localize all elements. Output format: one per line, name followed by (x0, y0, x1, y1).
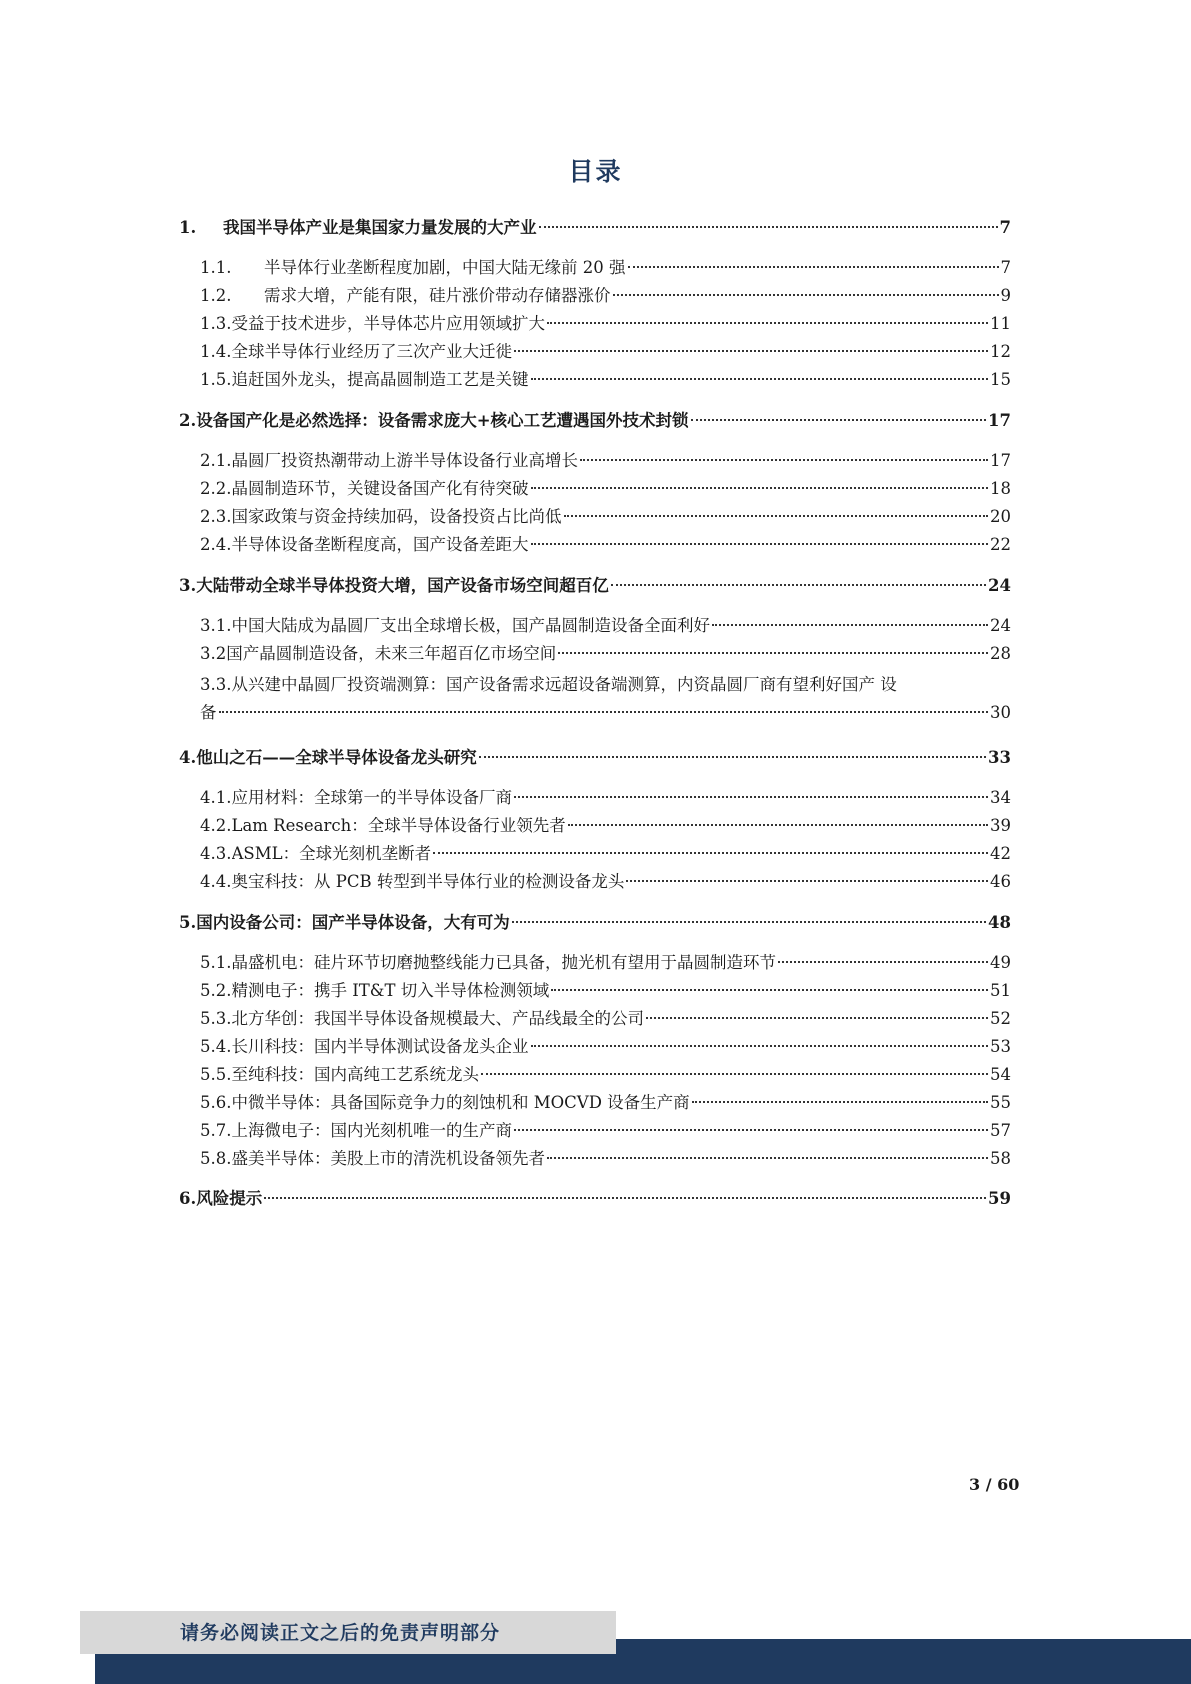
toc-entry-page: 54 (990, 1065, 1011, 1084)
toc-entry-title: 从兴建中晶圆厂投资端测算：国产设备需求远超设备端测算，内资晶圆厂商有望利好国产 设 (231, 675, 897, 694)
toc-entry-title: 晶盛机电：硅片环节切磨抛整线能力已具备，抛光机有望用于晶圆制造环节 (231, 953, 776, 972)
toc-leader-dots (691, 419, 986, 421)
toc-entry-title: 晶圆制造环节，关键设备国产化有待突破 (231, 479, 529, 498)
toc-entry-number: 5.3. (200, 1009, 232, 1028)
toc-leader-dots (692, 1101, 988, 1103)
toc-entry-page: 17 (988, 411, 1011, 430)
toc-entry-page: 53 (990, 1037, 1011, 1056)
toc-leader-dots (514, 796, 988, 798)
toc-leader-dots (628, 266, 999, 268)
toc-entry-page: 28 (990, 644, 1011, 663)
toc-entry-number: 2. (179, 411, 197, 430)
toc-leader-dots (712, 624, 988, 626)
toc-leader-dots (514, 1129, 988, 1131)
toc-leader-dots (613, 294, 999, 296)
toc-title: 目录 (568, 157, 623, 186)
toc-entry-title: 上海微电子：国内光刻机唯一的生产商 (231, 1121, 512, 1140)
toc-entry-number: 5.8. (200, 1149, 232, 1168)
toc-entry-page: 48 (988, 913, 1011, 932)
toc-entry[interactable] (179, 534, 1011, 556)
toc-entry-page: 52 (990, 1009, 1011, 1028)
toc-entry-title: 设备国产化是必然选择：设备需求庞大+核心工艺遭遇国外技术封锁 (196, 411, 689, 430)
toc-leader-dots (514, 350, 988, 352)
toc-entry-number: 5.5. (200, 1065, 232, 1084)
toc-entry-page: 18 (990, 479, 1011, 498)
toc-entry[interactable] (179, 257, 1011, 279)
toc-entry[interactable] (179, 643, 1011, 665)
toc-entry-title: 北方华创：我国半导体设备规模最大、产品线最全的公司 (231, 1009, 644, 1028)
toc-entry[interactable] (179, 1092, 1011, 1114)
toc-entry-number: 5.2. (200, 981, 232, 1000)
toc-entry[interactable] (179, 1120, 1011, 1142)
toc-leader-dots (433, 852, 988, 854)
toc-entry-number: 1.3. (200, 314, 232, 333)
toc-entry[interactable] (179, 450, 1011, 472)
toc-entry[interactable] (179, 410, 1011, 432)
toc-entry-title: 精测电子：携手 IT&T 切入半导体检测领域 (231, 981, 550, 1000)
toc-entry[interactable] (179, 787, 1011, 809)
toc-leader-dots (531, 487, 989, 489)
toc-entry[interactable] (179, 815, 1011, 837)
toc-entry-number: 1.4. (200, 342, 232, 361)
toc-entry-page: 49 (990, 953, 1011, 972)
toc-entry-number: 3.3. (200, 675, 232, 694)
toc-entry-title: 需求大增，产能有限，硅片涨价带动存储器涨价 (264, 286, 611, 305)
toc-entry-page: 17 (990, 451, 1011, 470)
toc-leader-dots (547, 1157, 988, 1159)
toc-entry-page: 42 (990, 844, 1011, 863)
toc-leader-dots (531, 378, 989, 380)
toc-leader-dots (551, 989, 988, 991)
toc-leader-dots (646, 1017, 988, 1019)
toc-entry-page: 22 (990, 535, 1011, 554)
toc-entry-number: 2.1. (200, 451, 232, 470)
toc-entry-number: 3.1. (200, 616, 232, 635)
toc-leader-dots (539, 226, 998, 228)
toc-leader-dots (580, 459, 988, 461)
toc-entry-title: Lam Research：全球半导体设备行业领先者 (231, 816, 566, 835)
toc-entry-number: 4.4. (200, 872, 232, 891)
toc-entry[interactable] (179, 615, 1011, 637)
toc-entry[interactable] (179, 912, 1011, 934)
toc-entry-number: 3. (179, 576, 197, 595)
toc-entry-number: 2.2. (200, 479, 232, 498)
toc-entry-title: 中微半导体：具备国际竞争力的刻蚀机和 MOCVD 设备生产商 (231, 1093, 690, 1112)
toc-leader-dots (481, 1073, 988, 1075)
toc-entry[interactable] (179, 1036, 1011, 1058)
toc-entry-number: 1. (179, 218, 197, 237)
toc-entry-page: 34 (990, 788, 1011, 807)
toc-leader-dots (531, 1045, 989, 1047)
toc-entry-page: 11 (990, 314, 1011, 333)
toc-entry-number: 5. (179, 913, 197, 932)
toc-entry-page: 58 (990, 1149, 1011, 1168)
toc-leader-dots (219, 711, 989, 713)
toc-leader-dots (512, 921, 986, 923)
toc-entry-title: 我国半导体产业是集国家力量发展的大产业 (223, 218, 537, 237)
toc-leader-dots (564, 515, 989, 517)
toc-entry-number: 4.2. (200, 816, 232, 835)
toc-entry-title: 半导体设备垄断程度高，国产设备差距大 (231, 535, 529, 554)
toc-entry-page: 9 (1000, 286, 1011, 305)
toc-entry-page: 20 (990, 507, 1011, 526)
toc-leader-dots (558, 652, 988, 654)
toc-entry-page: 30 (990, 703, 1011, 722)
toc-entry-title: 追赶国外龙头，提高晶圆制造工艺是关键 (231, 370, 529, 389)
toc-entry-number: 4. (179, 748, 197, 767)
toc-entry[interactable] (179, 671, 1011, 727)
toc-leader-dots (568, 824, 988, 826)
toc-entry-title: 大陆带动全球半导体投资大增，国产设备市场空间超百亿 (196, 576, 609, 595)
toc-entry-number: 4.1. (200, 788, 232, 807)
toc-entry-title: 全球半导体行业经历了三次产业大迁徙 (231, 342, 512, 361)
toc-entry-page: 39 (990, 816, 1011, 835)
toc-entry-page: 55 (990, 1093, 1011, 1112)
toc-entry-page: 12 (990, 342, 1011, 361)
toc-entry-page: 24 (990, 616, 1011, 635)
toc-entry-page: 51 (990, 981, 1011, 1000)
toc-entry-title-continued: 备 (200, 703, 217, 722)
toc-entry-page: 7 (1000, 258, 1011, 277)
toc-entry-page: 24 (988, 576, 1011, 595)
toc-entry-number: 2.3. (200, 507, 232, 526)
toc-entry-title: 奥宝科技：从 PCB 转型到半导体行业的检测设备龙头 (231, 872, 625, 891)
toc-entry[interactable] (179, 952, 1011, 974)
toc-entry[interactable] (179, 980, 1011, 1002)
toc-entry-title: 应用材料：全球第一的半导体设备厂商 (231, 788, 512, 807)
toc-entry-title: 国内设备公司：国产半导体设备，大有可为 (196, 913, 510, 932)
toc-entry-title: 风险提示 (196, 1189, 263, 1208)
toc-entry-title: 国家政策与资金持续加码，设备投资占比尚低 (231, 507, 562, 526)
toc-entry[interactable] (179, 285, 1011, 307)
toc-entry-number: 1.2. (200, 286, 232, 305)
toc-entry[interactable] (179, 1148, 1011, 1170)
toc-entry[interactable] (179, 506, 1011, 528)
toc-entry[interactable] (179, 747, 1011, 769)
footer-disclaimer: 请务必阅读正文之后的免责声明部分 (180, 1622, 501, 1644)
toc-entry-number: 1.1. (200, 258, 232, 277)
toc-entry-number: 3.2 (200, 644, 227, 663)
toc-entry[interactable] (179, 313, 1011, 335)
toc-entry[interactable] (179, 217, 1011, 239)
toc-entry[interactable] (179, 478, 1011, 500)
toc-leader-dots (626, 880, 988, 882)
toc-entry-title: 他山之石——全球半导体设备龙头研究 (196, 748, 477, 767)
toc-entry-title: ASML：全球光刻机垄断者 (231, 844, 432, 863)
toc-entry-title: 晶圆厂投资热潮带动上游半导体设备行业高增长 (231, 451, 578, 470)
toc-entry-title: 受益于技术进步，半导体芯片应用领域扩大 (231, 314, 545, 333)
toc-entry[interactable] (179, 369, 1011, 391)
toc-entry[interactable] (179, 1064, 1011, 1086)
page-number: 3 / 60 (969, 1475, 1020, 1494)
toc-entry-number: 6. (179, 1189, 197, 1208)
toc-entry-title: 国产晶圆制造设备，未来三年超百亿市场空间 (226, 644, 557, 663)
toc-entry-number: 1.5. (200, 370, 232, 389)
toc-entry[interactable] (179, 575, 1011, 597)
toc-leader-dots (531, 543, 989, 545)
toc-entry[interactable] (179, 341, 1011, 363)
toc-entry-page: 7 (999, 218, 1011, 237)
toc-entry[interactable] (179, 871, 1011, 893)
toc-entry-page: 59 (988, 1189, 1011, 1208)
toc-leader-dots (264, 1197, 986, 1199)
toc-leader-dots (547, 322, 988, 324)
toc-entry-page: 15 (990, 370, 1011, 389)
toc-entry-title: 中国大陆成为晶圆厂支出全球增长极，国产晶圆制造设备全面利好 (231, 616, 710, 635)
toc-leader-dots (611, 584, 986, 586)
toc-entry-number: 5.1. (200, 953, 232, 972)
toc-entry-title: 盛美半导体：美股上市的清洗机设备领先者 (231, 1149, 545, 1168)
toc-entry-number: 2.4. (200, 535, 232, 554)
toc-entry-page: 46 (990, 872, 1011, 891)
toc-entry-title: 长川科技：国内半导体测试设备龙头企业 (231, 1037, 529, 1056)
toc-entry-page: 57 (990, 1121, 1011, 1140)
toc-entry-page: 33 (988, 748, 1011, 767)
toc-entry-number: 5.4. (200, 1037, 232, 1056)
toc-entry-title: 至纯科技：国内高纯工艺系统龙头 (231, 1065, 479, 1084)
toc-entry-number: 4.3. (200, 844, 232, 863)
toc-entry-title: 半导体行业垄断程度加剧，中国大陆无缘前 20 强 (264, 258, 626, 277)
toc-entry-number: 5.7. (200, 1121, 232, 1140)
toc-entry[interactable] (179, 1008, 1011, 1030)
toc-entry[interactable] (179, 1188, 1011, 1210)
toc-entry-number: 5.6. (200, 1093, 232, 1112)
toc-leader-dots (778, 961, 988, 963)
toc-entry[interactable] (179, 843, 1011, 865)
toc-leader-dots (479, 756, 986, 758)
